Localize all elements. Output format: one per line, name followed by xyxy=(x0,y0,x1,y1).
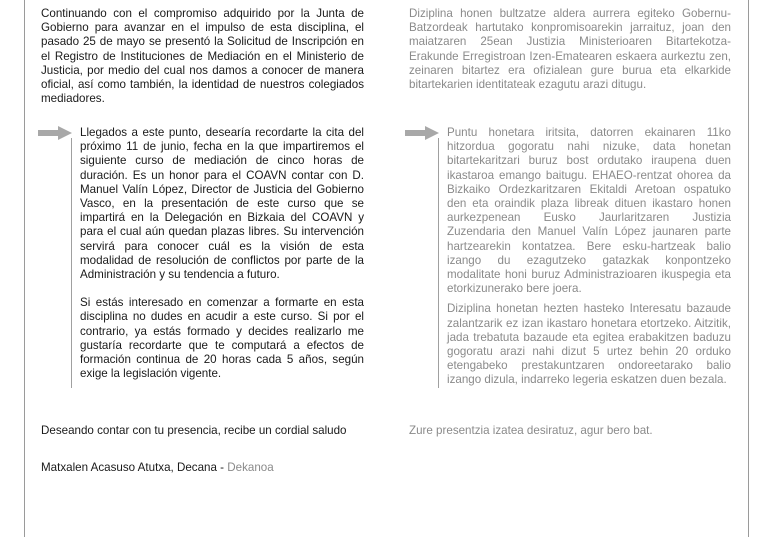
page-right-border xyxy=(748,0,749,537)
eu-closing xyxy=(409,424,739,438)
es-closing xyxy=(41,424,381,438)
signature xyxy=(41,461,381,475)
es-course-text: Llegados a este punto, desearía recordarte la cita del próximo 11 de junio, fecha en la que impartiremos el siguiente curso de mediación de cinco horas de duración. Es un honor para el COAVN contar con D. Manuel Valín López, Director de Justicia del Gobierno Vasco, en la presentación de este curso que se impartirá en la Delegación en Bizkaia del COAVN y para el cual aún quedan plazas libres. Su intervención servirá para conocer cuál es la visión de esta modalidad de resolución de conflictos por parte de la Administración y su tendencia a futuro. xyxy=(80,126,364,282)
eu-intro-paragraph xyxy=(409,7,731,92)
arrow-right-icon xyxy=(38,126,72,140)
signature-name: Matxalen Acasuso Atutxa, Decana - xyxy=(41,461,228,474)
es-course-section xyxy=(80,126,364,381)
es-section-rule xyxy=(71,138,72,388)
es-intro-paragraph xyxy=(41,7,364,106)
eu-course-section xyxy=(447,126,731,388)
eu-section-rule xyxy=(438,138,439,388)
eu-course-text: Puntu honetara iritsita, datorren ekainaren 11ko hitzordua gogoratu nahi nizuke, data honetan bitartekaritzari buruz bost ordutako iraupena duen ikastaroa emango baitugu. EHAEO-rentzat ohorea da Bizkaiko Ordezkaritzaren Ekitaldi Aretoan ospatuko den eta oraindik plaza libreak dituen ikastaro honen aurkezpenean Eusko Jaurlaritzaren Justizia Zuzendaria den Manuel Valín López jaunaren parte hartzearekin kontatzea. Bere esku-hartzeak balio izango du ezagutzeko gatazkak konpontzeko modalitate honi buruz Administrazioaren ikuspegia eta etorkizunerako bere joera. xyxy=(447,126,731,296)
es-training-text: Si estás interesado en comenzar a formarte en esta disciplina no dudes en acudir a este curso. Si por el contrario, ya estás formado y decides realizarlo me gustaría recordarte que te computará a efectos de formación continua de 20 horas cada 5 años, según exige la legislación vigente. xyxy=(80,296,364,381)
arrow-right-icon xyxy=(405,126,439,140)
eu-training-text: Diziplina honetan hezten hasteko Interesatu bazaude zalantzarik ez izan ikastaro honetara etortzeko. Aitzitik, jada trebatuta bazaude eta egitea erabakitzen baduzu gogoratu arazi nahi dizut 5 urtez behin 20 orduko etengabeko prestakuntzaren ondoreetarako balio izango dizula, indarreko legeria eskatzen duen bezala. xyxy=(447,302,731,387)
signature-role: Dekanoa xyxy=(227,461,274,474)
es-intro-text: Continuando con el compromiso adquirido por la Junta de Gobierno para avanzar en el impulso de esta disciplina, el pasado 25 de mayo se presentó la Solicitud de Inscripción en el Registro de Instituciones de Mediación en el Ministerio de Justicia, por medio del cual nos damos a conocer de manera oficial, así como también, la identidad de nuestros colegiados mediadores. xyxy=(41,7,364,106)
page-left-border xyxy=(24,0,25,537)
eu-closing-text: Zure presentzia izatea desiratuz, agur bero bat. xyxy=(409,424,653,437)
eu-intro-text: Diziplina honen bultzatze aldera aurrera egiteko Gobernu-Batzordeak hartutako konpromisoarekin jarraituz, joan den maiatzaren 25ean Justizia Ministerioaren Bitartekotza-Erakunde Erregistroan Izen-Ematearen eskaera aurkeztu zen, zeinaren bitartez era ofizialean gure burua eta elkarkide bitartekarien identitateak ezagutu arazi ditugu. xyxy=(409,7,731,92)
es-closing-text: Deseando contar con tu presencia, recibe un cordial saludo xyxy=(41,424,347,437)
